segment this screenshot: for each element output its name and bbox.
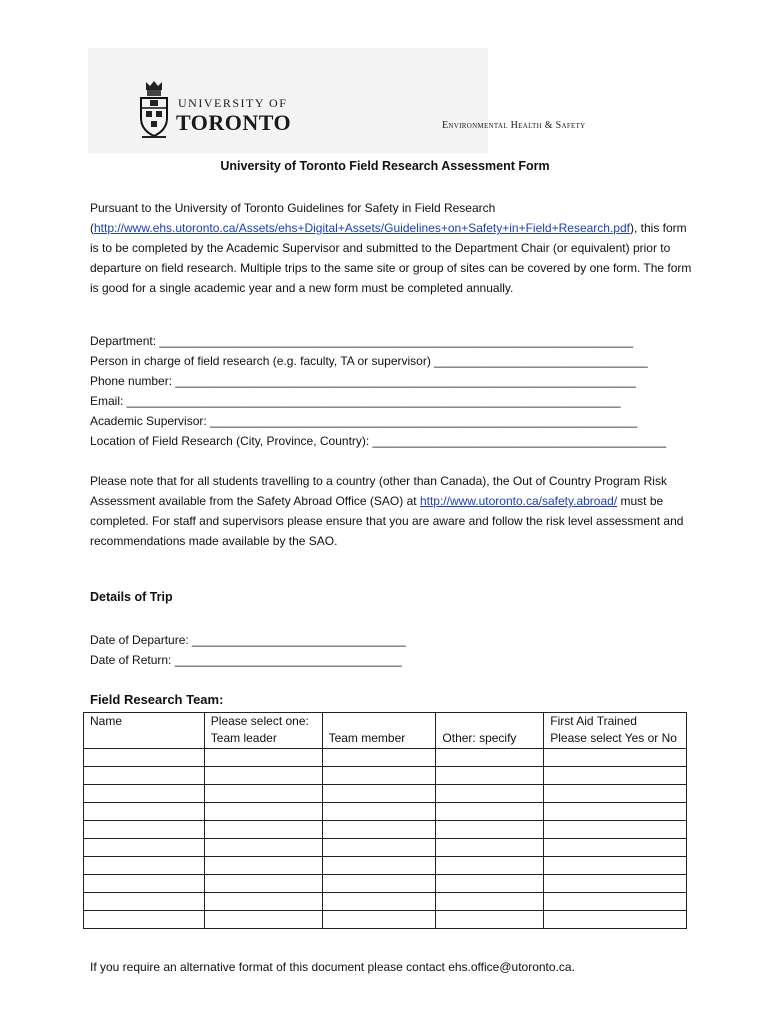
name-cell[interactable] xyxy=(84,803,205,821)
name-cell[interactable] xyxy=(84,749,205,767)
first-aid-label: First Aid Trained xyxy=(550,714,637,728)
other-cell[interactable] xyxy=(436,749,544,767)
member-cell[interactable] xyxy=(322,911,436,929)
leader-cell[interactable] xyxy=(204,803,322,821)
first-aid-cell[interactable] xyxy=(544,911,687,929)
member-cell[interactable] xyxy=(322,767,436,785)
leader-cell[interactable] xyxy=(204,893,322,911)
notice-text-end: must be completed. For staff and supervisors please ensure that you are aware and follow the risk level assessment and recommendations made available by the SAO. xyxy=(90,494,684,548)
university-name-main: TORONTO xyxy=(176,110,292,135)
first-aid-cell[interactable] xyxy=(544,821,687,839)
name-column-header xyxy=(84,713,205,749)
departure-date-field[interactable]: Date of Departure: ________________________________ xyxy=(90,633,406,647)
name-header-label: Name xyxy=(90,714,123,728)
intro-text-end: ), this form is to be completed by the Academic Supervisor and submitted to the Department Chair (or equivalent) prior to departure on field research. Multiple trips to the same site or group of sites can be covered by one form. The form is good for a single academic year and a new form must be completed annually. xyxy=(90,221,692,295)
table-row xyxy=(84,911,687,929)
table-row xyxy=(84,749,687,767)
name-cell[interactable] xyxy=(84,785,205,803)
other-cell[interactable] xyxy=(436,839,544,857)
other-cell[interactable] xyxy=(436,821,544,839)
safety-abroad-link[interactable]: http://www.utoronto.ca/safety.abroad/ xyxy=(419,494,618,508)
member-header-label: Team member xyxy=(328,731,406,745)
other-cell[interactable] xyxy=(436,767,544,785)
leader-header-label: Team leader xyxy=(210,731,277,745)
member-cell[interactable] xyxy=(322,839,436,857)
member-cell[interactable] xyxy=(322,803,436,821)
university-name-top: UNIVERSITY OF xyxy=(178,96,288,110)
academic-supervisor-field[interactable]: Academic Supervisor: ________________________________________________________________ xyxy=(90,414,638,428)
member-cell[interactable] xyxy=(322,785,436,803)
phone-number-field[interactable]: Phone number: _____________________________________________________________________ xyxy=(90,374,636,388)
first-aid-cell[interactable] xyxy=(544,875,687,893)
name-cell[interactable] xyxy=(84,839,205,857)
name-cell[interactable] xyxy=(84,911,205,929)
member-cell[interactable] xyxy=(322,893,436,911)
name-cell[interactable] xyxy=(84,767,205,785)
trip-details-heading: Details of Trip xyxy=(90,590,173,604)
guidelines-link[interactable]: http://www.ehs.utoronto.ca/Assets/ehs+Digital+Assets/Guidelines+on+Safety+in+Field+Research.pdf xyxy=(94,221,630,235)
leader-cell[interactable] xyxy=(204,875,322,893)
team-table-header xyxy=(84,713,687,749)
select-prompt: Please select one: xyxy=(210,714,309,728)
other-column-header xyxy=(436,713,544,749)
department-field[interactable]: Department: _______________________________________________________________________ xyxy=(90,334,634,348)
first-aid-cell[interactable] xyxy=(544,857,687,875)
first-aid-cell[interactable] xyxy=(544,785,687,803)
table-row xyxy=(84,803,687,821)
contact-fields xyxy=(90,331,680,451)
table-row xyxy=(84,821,687,839)
table-row xyxy=(84,767,687,785)
leader-column-header xyxy=(204,713,322,749)
table-row xyxy=(84,857,687,875)
other-cell[interactable] xyxy=(436,803,544,821)
leader-cell[interactable] xyxy=(204,785,322,803)
first-aid-cell[interactable] xyxy=(544,893,687,911)
name-cell[interactable] xyxy=(84,857,205,875)
name-cell[interactable] xyxy=(84,893,205,911)
table-row xyxy=(84,785,687,803)
first-aid-instructions: Please select Yes or No xyxy=(550,731,677,745)
trip-dates xyxy=(90,630,406,670)
name-cell[interactable] xyxy=(84,821,205,839)
first-aid-cell[interactable] xyxy=(544,749,687,767)
email-field[interactable]: Email: __________________________________________________________________________ xyxy=(90,394,621,408)
table-row xyxy=(84,839,687,857)
other-cell[interactable] xyxy=(436,911,544,929)
university-crest-icon xyxy=(138,80,170,140)
leader-cell[interactable] xyxy=(204,821,322,839)
leader-cell[interactable] xyxy=(204,767,322,785)
team-heading: Field Research Team: xyxy=(90,692,224,707)
member-cell[interactable] xyxy=(322,821,436,839)
member-cell[interactable] xyxy=(322,857,436,875)
table-row xyxy=(84,875,687,893)
member-column-header xyxy=(322,713,436,749)
name-cell[interactable] xyxy=(84,875,205,893)
department-name: Environmental Health & Safety xyxy=(442,120,586,131)
team-table xyxy=(83,712,687,929)
other-cell[interactable] xyxy=(436,785,544,803)
intro-text-start: Pursuant to the University of Toronto Guidelines for Safety in Field Research ( xyxy=(90,201,496,235)
location-field[interactable]: Location of Field Research (City, Province, Country): ____________________________________________ xyxy=(90,434,667,448)
member-cell[interactable] xyxy=(322,875,436,893)
table-row xyxy=(84,893,687,911)
sao-notice xyxy=(90,471,690,551)
first-aid-cell[interactable] xyxy=(544,803,687,821)
first-aid-cell[interactable] xyxy=(544,839,687,857)
leader-cell[interactable] xyxy=(204,911,322,929)
first-aid-cell[interactable] xyxy=(544,767,687,785)
notice-text-start: Please note that for all students travelling to a country (other than Canada), the Out of Country Program Risk Assessment available from the Safety Abroad Office (SAO) at xyxy=(90,474,667,508)
leader-cell[interactable] xyxy=(204,839,322,857)
other-cell[interactable] xyxy=(436,875,544,893)
return-date-field[interactable]: Date of Return: __________________________________ xyxy=(90,653,402,667)
other-cell[interactable] xyxy=(436,857,544,875)
other-header-label: Other: specify xyxy=(442,731,517,745)
leader-cell[interactable] xyxy=(204,857,322,875)
member-cell[interactable] xyxy=(322,749,436,767)
person-in-charge-field[interactable]: Person in charge of field research (e.g. faculty, TA or supervisor) ________________________________ xyxy=(90,354,648,368)
page-title: University of Toronto Field Research Assessment Form xyxy=(220,159,550,173)
footer-note: If you require an alternative format of this document please contact ehs.office@utoronto.ca. xyxy=(90,960,575,974)
first-aid-column-header xyxy=(544,713,687,749)
other-cell[interactable] xyxy=(436,893,544,911)
intro-paragraph xyxy=(90,198,695,298)
leader-cell[interactable] xyxy=(204,749,322,767)
